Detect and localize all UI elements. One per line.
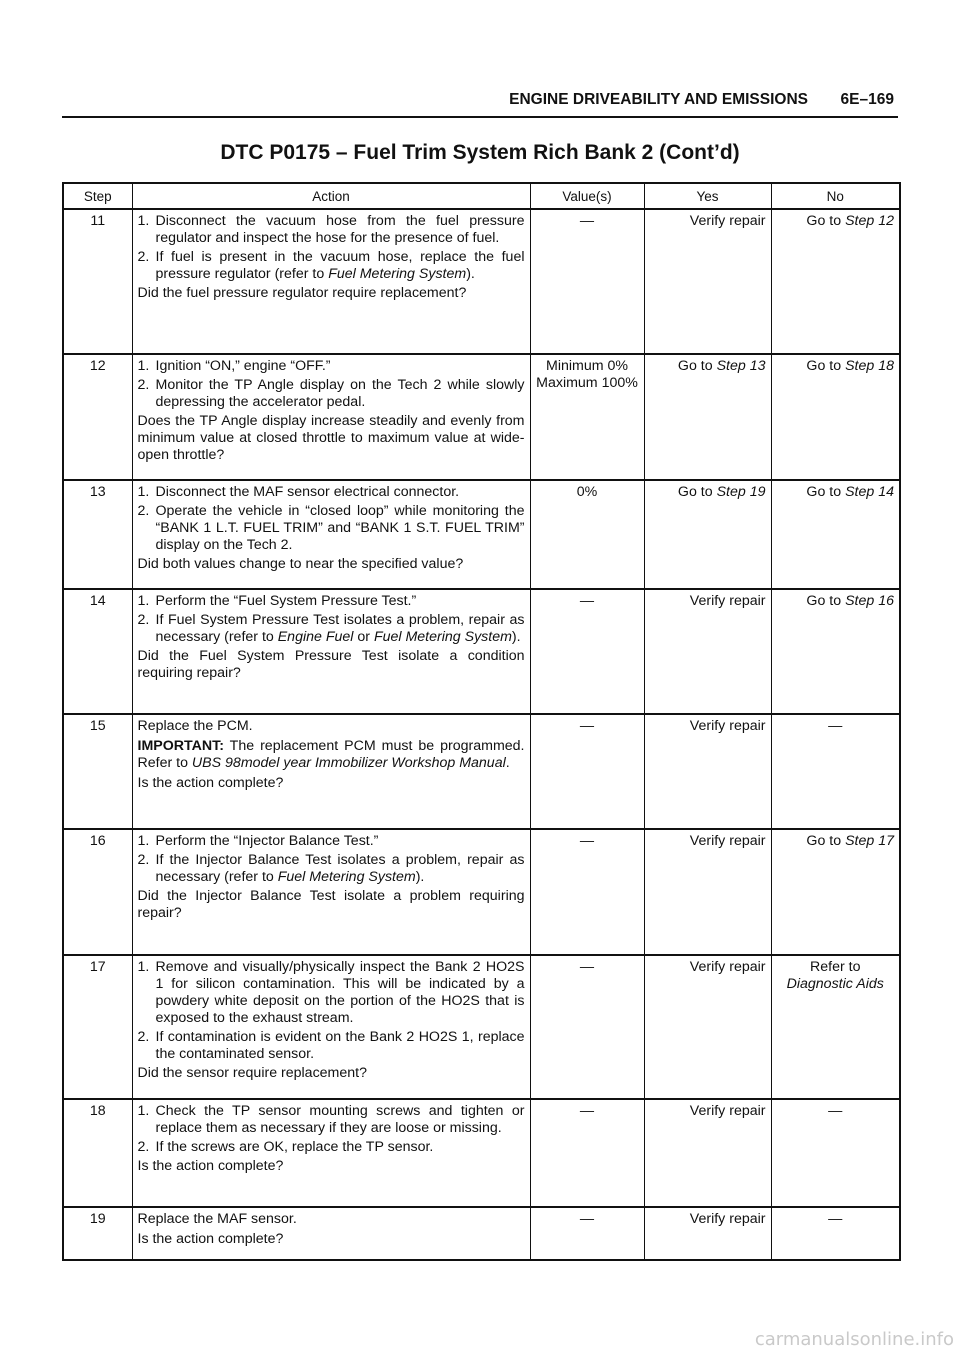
no-cell: —	[771, 1099, 900, 1207]
list-item: 2. Operate the vehicle in “closed loop” while monitoring the “BANK 1 L.T. FUEL TRIM” and “BANK 1 S.T. FUEL TRIM” display on the Tech 2.	[137, 503, 525, 553]
no-cell: Go to Step 14	[771, 480, 900, 589]
list-item: 2. Monitor the TP Angle display on the Tech 2 while slowly depressing the accelerator pedal.	[137, 377, 525, 410]
table-row	[63, 354, 900, 480]
table-row	[63, 829, 900, 955]
no-cell: —	[771, 714, 900, 829]
question: Did the sensor require replacement?	[137, 1065, 367, 1081]
yes-cell: Go to Step 19	[644, 480, 771, 589]
action-cell	[132, 589, 530, 714]
column-header-values: Value(s)	[530, 183, 644, 209]
step-number: 14	[63, 589, 132, 714]
table-row	[63, 955, 900, 1099]
question: Did both values change to near the specified value?	[137, 556, 464, 572]
page-number: 6E–169	[840, 91, 894, 108]
important-note: IMPORTANT: The replacement PCM must be programmed. Refer to UBS 98model year Immobilizer Workshop Manual.	[137, 738, 525, 771]
list-item: 2. If the Injector Balance Test isolates a problem, repair as necessary (refer to Fuel Metering System).	[137, 852, 525, 885]
action-cell	[132, 955, 530, 1099]
value-cell: —	[530, 1207, 644, 1260]
step-number: 18	[63, 1099, 132, 1207]
action-cell	[132, 829, 530, 955]
yes-cell: Verify repair	[644, 829, 771, 955]
value-cell: Minimum 0% Maximum 100%	[530, 354, 644, 480]
list-item: 1. Ignition “ON,” engine “OFF.”	[137, 358, 331, 374]
table-row	[63, 480, 900, 589]
yes-cell: Go to Step 13	[644, 354, 771, 480]
value-cell: —	[530, 714, 644, 829]
table-row	[63, 1207, 900, 1260]
table-row	[63, 1099, 900, 1207]
column-header-step: Step	[63, 183, 132, 209]
step-number: 11	[63, 209, 132, 354]
action-cell	[132, 354, 530, 480]
no-cell: Go to Step 16	[771, 589, 900, 714]
page-header	[62, 86, 898, 118]
step-number: 12	[63, 354, 132, 480]
question: Did the fuel pressure regulator require replacement?	[137, 285, 467, 301]
page-title: DTC P0175 – Fuel Trim System Rich Bank 2 (Cont’d)	[220, 141, 740, 164]
action-cell	[132, 1207, 530, 1260]
list-item: 1. Disconnect the MAF sensor electrical connector.	[137, 484, 460, 500]
table-row	[63, 714, 900, 829]
value-cell: —	[530, 1099, 644, 1207]
list-item: 1. Disconnect the vacuum hose from the fuel pressure regulator and inspect the hose for the presence of fuel.	[137, 213, 525, 246]
no-cell: —	[771, 1207, 900, 1260]
no-cell: Go to Step 18	[771, 354, 900, 480]
question: Did the Injector Balance Test isolate a problem requiring repair?	[137, 888, 525, 921]
question: Did the Fuel System Pressure Test isolate a condition requiring repair?	[137, 648, 525, 681]
step-number: 13	[63, 480, 132, 589]
step-number: 19	[63, 1207, 132, 1260]
list-item: 1. Remove and visually/physically inspect the Bank 2 HO2S 1 for silicon contamination. This will be indicated by a powdery white deposit on the portion of the HO2S that is exposed to the exhaust stream.	[137, 959, 525, 1026]
action-cell	[132, 1099, 530, 1207]
question: Is the action complete?	[137, 1231, 284, 1247]
reference-link: UBS 98model year Immobilizer Workshop Manual	[191, 755, 506, 771]
table-header-row	[63, 183, 900, 209]
action-lead: Replace the PCM.	[137, 718, 253, 734]
yes-cell: Verify repair	[644, 1207, 771, 1260]
value-cell: —	[530, 209, 644, 354]
diagnostic-table	[62, 182, 901, 1261]
list-item: 2. If contamination is evident on the Bank 2 HO2S 1, replace the contaminated sensor.	[137, 1029, 525, 1062]
column-header-action: Action	[132, 183, 530, 209]
section-title: ENGINE DRIVEABILITY AND EMISSIONS	[509, 91, 808, 108]
list-item: 2. If Fuel System Pressure Test isolates a problem, repair as necessary (refer to Engine Fuel or Fuel Metering System).	[137, 612, 525, 645]
action-cell	[132, 209, 530, 354]
no-cell: Go to Step 17	[771, 829, 900, 955]
step-number: 16	[63, 829, 132, 955]
value-cell: —	[530, 829, 644, 955]
no-cell: Go to Step 12	[771, 209, 900, 354]
list-item: 2. If the screws are OK, replace the TP sensor.	[137, 1139, 434, 1155]
step-number: 15	[63, 714, 132, 829]
step-number: 17	[63, 955, 132, 1099]
value-cell: —	[530, 955, 644, 1099]
action-cell	[132, 714, 530, 829]
no-cell: Refer to Diagnostic Aids	[771, 955, 900, 1099]
value-cell: 0%	[530, 480, 644, 589]
value-cell: —	[530, 589, 644, 714]
list-item: 1. Check the TP sensor mounting screws and tighten or replace them as necessary if they are loose or missing.	[137, 1103, 525, 1136]
question: Is the action complete?	[137, 1158, 284, 1174]
table-row	[63, 589, 900, 714]
list-item: 2. If fuel is present in the vacuum hose, replace the fuel pressure regulator (refer to Fuel Metering System).	[137, 249, 525, 282]
column-header-no: No	[771, 183, 900, 209]
column-header-yes: Yes	[644, 183, 771, 209]
reference-link: Fuel Metering System	[373, 629, 512, 645]
yes-cell: Verify repair	[644, 714, 771, 829]
reference-link: Fuel Metering System	[328, 266, 467, 282]
reference-link: Fuel Metering System	[277, 869, 416, 885]
yes-cell: Verify repair	[644, 589, 771, 714]
action-cell	[132, 480, 530, 589]
yes-cell: Verify repair	[644, 1099, 771, 1207]
reference-link: Engine Fuel	[277, 629, 354, 645]
table-row	[63, 209, 900, 354]
list-item: 1. Perform the “Fuel System Pressure Test.”	[137, 593, 417, 609]
action-lead: Replace the MAF sensor.	[137, 1211, 297, 1227]
yes-cell: Verify repair	[644, 955, 771, 1099]
question: Does the TP Angle display increase steadily and evenly from minimum value at closed throttle to maximum value at wide-open throttle?	[137, 413, 525, 463]
yes-cell: Verify repair	[644, 209, 771, 354]
list-item: 1. Perform the “Injector Balance Test.”	[137, 833, 379, 849]
watermark-text: carmanualsonline.info	[754, 1329, 954, 1350]
question: Is the action complete?	[137, 775, 284, 791]
